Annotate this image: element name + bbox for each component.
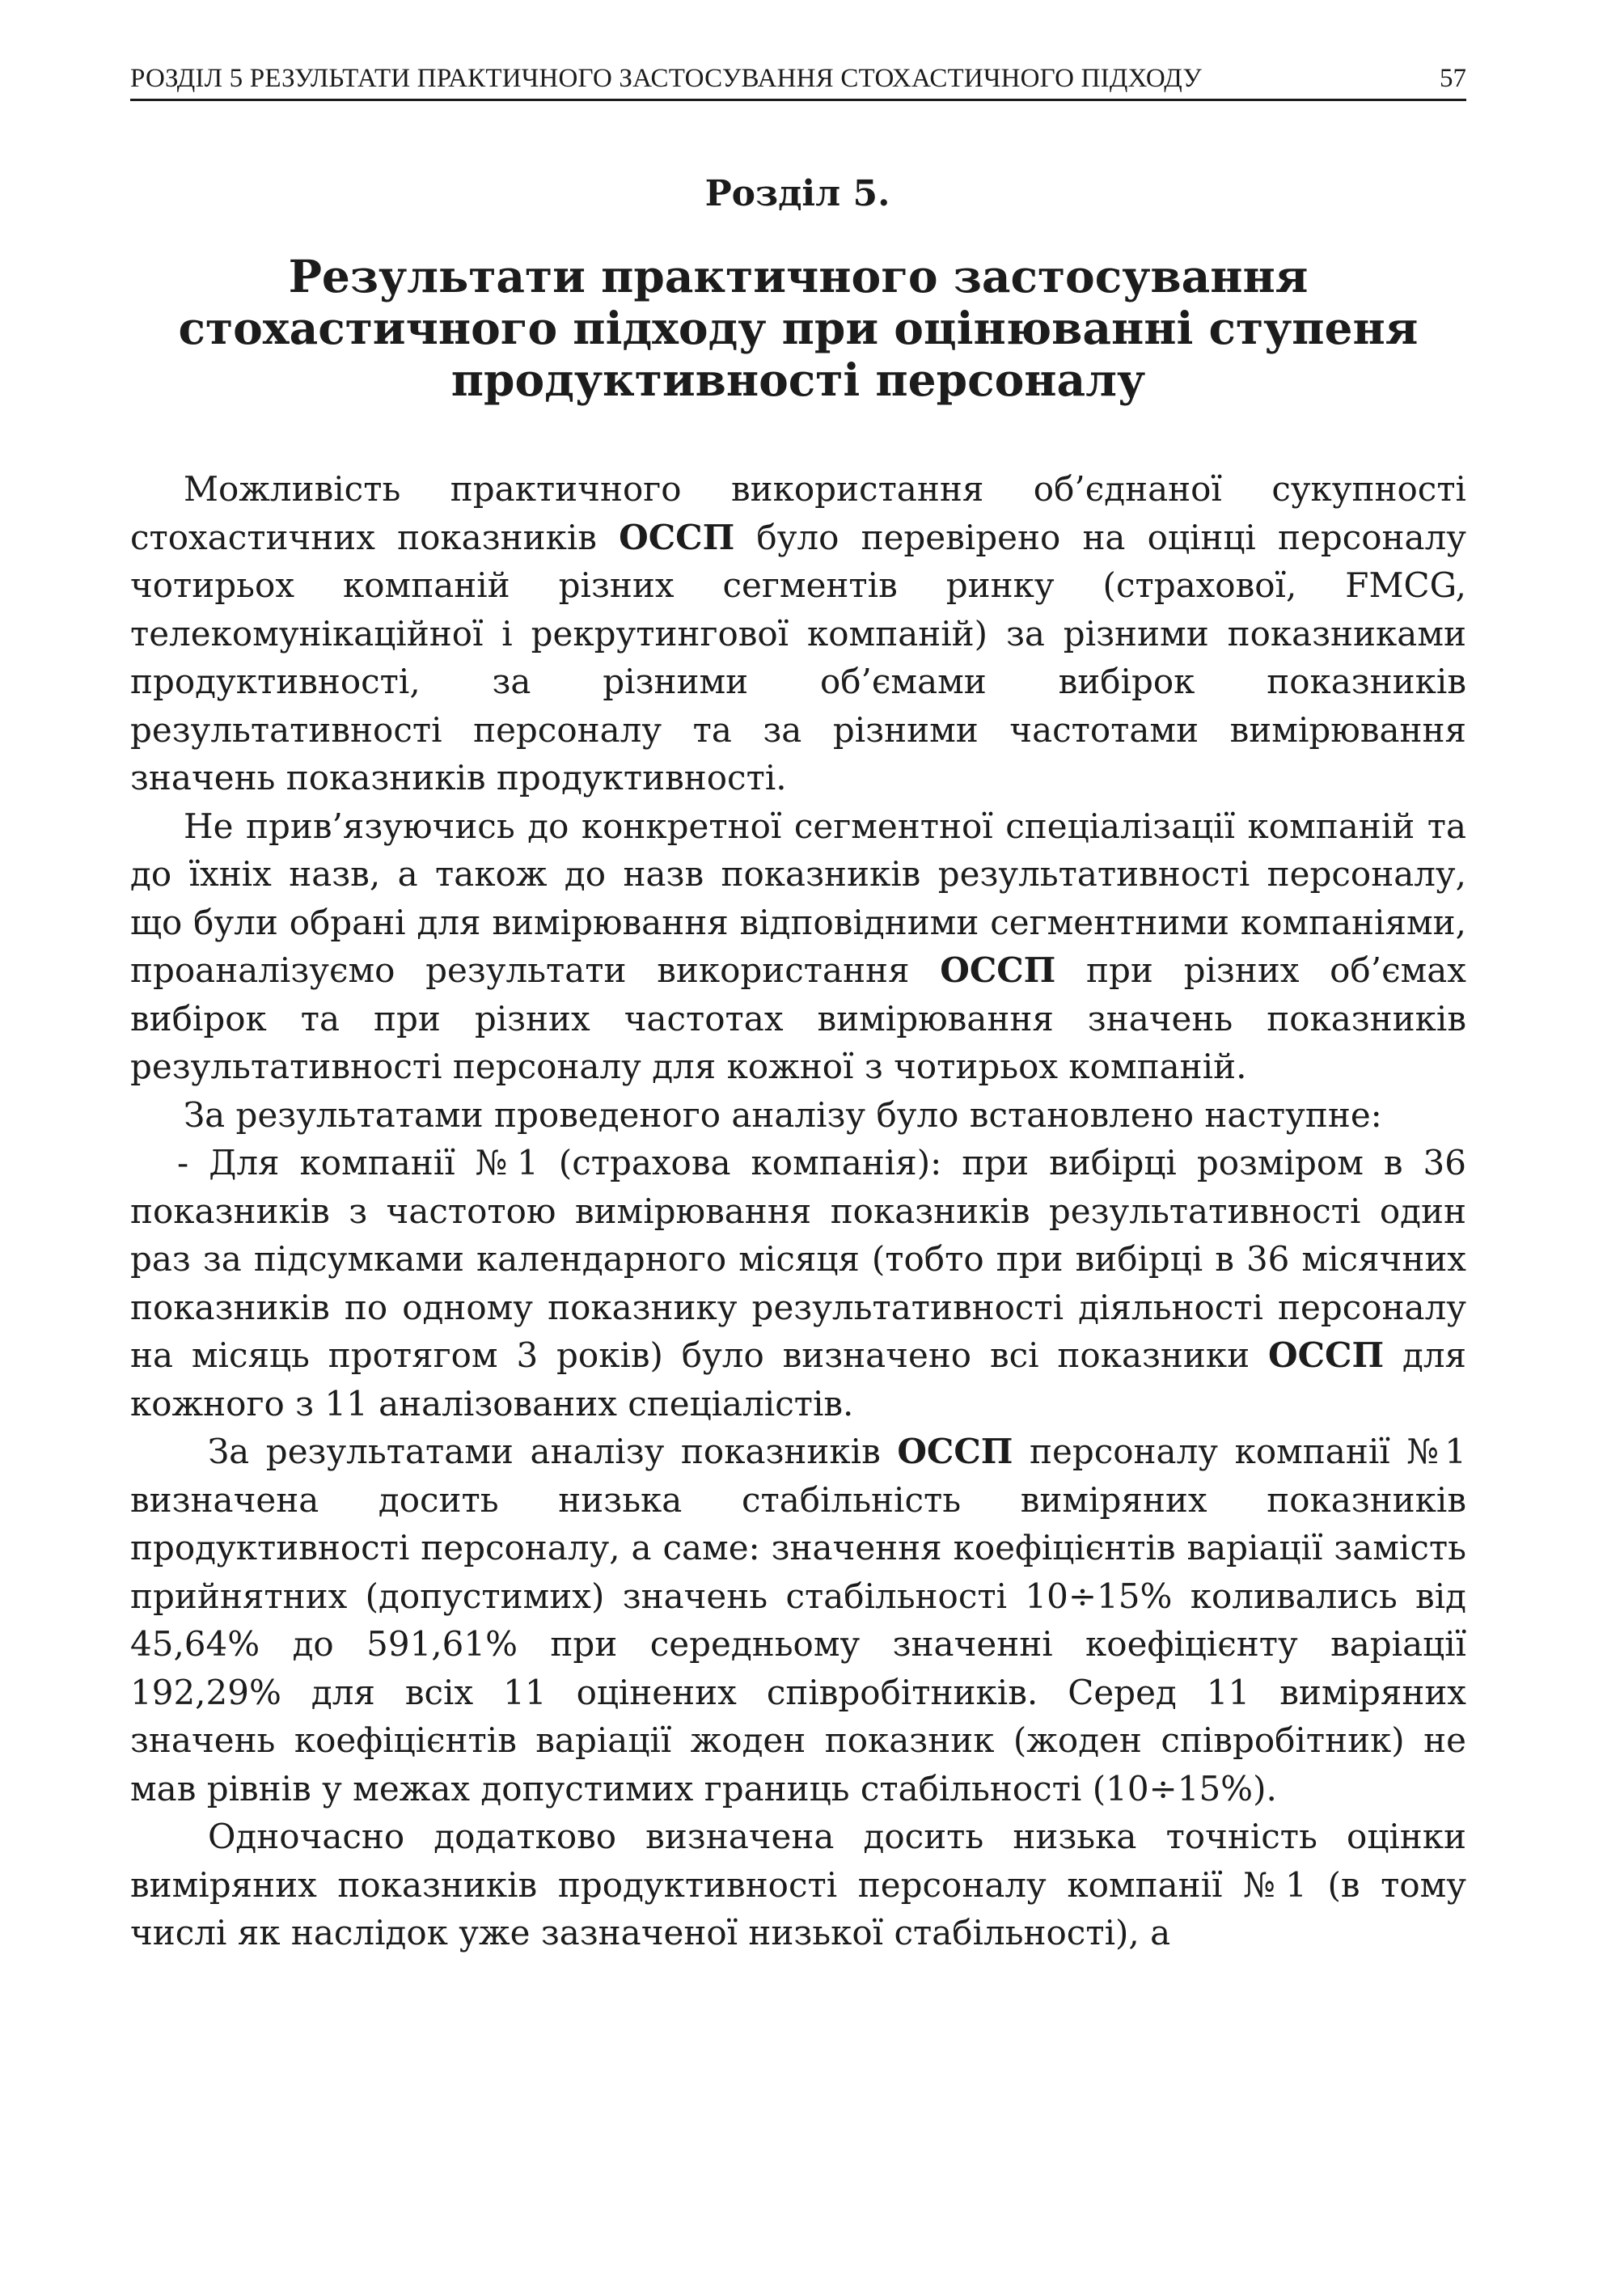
paragraph-1-text-b: було перевірено на оцінці персоналу чотирьох компаній різних сегментів ринку (страхової, FMCG, телекомунікаційної і рекрутингової компаній) за різними показниками продуктивності, за різними об’ємами вибірок показників результативності персоналу та за різними частотами вимірювання значень показників продуктивності. bbox=[130, 517, 1466, 797]
paragraph-6 bbox=[130, 1813, 1466, 1957]
paragraph-1-text-a: Можливість практичного використання об’єднаної сукупності стохастичних показників bbox=[130, 469, 1466, 557]
chapter-title-line-1: Результати практичного застосування bbox=[288, 250, 1309, 302]
paragraph-4-list-item bbox=[130, 1139, 1466, 1428]
paragraph-3 bbox=[130, 1091, 1466, 1140]
paragraph-4-text-a: - Для компанії №1 (страхова компанія): при вибірці розміром в 36 показників з частотою вимірювання показників результативності один раз за підсумками календарного місяця (тобто при вибірці в 36 місячних показників по одному показнику результативності діяльності персоналу на місяць протягом 3 років) було визначено всі показники bbox=[130, 1143, 1466, 1375]
chapter-label-text: Розділ 5. bbox=[704, 173, 890, 214]
abbreviation-ossp: ОССП bbox=[897, 1432, 1013, 1471]
paragraph-4-text-b: для кожного з 11 аналізованих спеціалістів. bbox=[130, 1335, 1467, 1424]
paragraph-2-text-a: Не прив’язуючись до конкретної сегментної спеціалізації компаній та до їхніх назв, а також до назв показників результативності персоналу, що були обрані для вимірювання відповідними сегментними компаніями, проаналізуємо результати використання bbox=[130, 806, 1466, 990]
paragraph-5 bbox=[130, 1428, 1466, 1813]
paragraph-5-text-b: персоналу компанії №1 визначена досить низька стабільність виміряних показників продуктивності персоналу, а саме: значення коефіцієнтів варіації замість прийнятних (допустимих) значень стабільності 10÷15% коливались від 45,64% до 591,61% при середньому значенні коефіцієнту варіації 192,29% для всіх 11 оцінених співробітників. Серед 11 виміряних значень коефіцієнтів варіації жоден показник (жоден співробітник) не мав рівнів у межах допустимих границь стабільності (10÷15%). bbox=[130, 1432, 1466, 1809]
paragraph-3-text: За результатами проведеного аналізу було встановлено наступне: bbox=[184, 1094, 1382, 1135]
abbreviation-ossp: ОССП bbox=[619, 517, 735, 557]
page-number: 57 bbox=[1440, 64, 1466, 93]
paragraph-5-text-a: За результатами аналізу показників bbox=[208, 1432, 898, 1471]
paragraph-2-text-b: при різних об’ємах вибірок та при різних частотах вимірювання значень показників результативності персоналу для кожної з чотирьох компаній. bbox=[130, 950, 1466, 1086]
abbreviation-ossp: ОССП bbox=[940, 950, 1056, 990]
body-text bbox=[130, 465, 1466, 1957]
running-header-title: РОЗДІЛ 5 РЕЗУЛЬТАТИ ПРАКТИЧНОГО ЗАСТОСУВАННЯ СТОХАСТИЧНОГО ПІДХОДУ bbox=[130, 64, 1202, 93]
chapter-title-line-3: продуктивності персоналу bbox=[450, 353, 1146, 406]
chapter-title-line-2: стохастичного підходу при оцінюванні ступеня bbox=[178, 302, 1419, 354]
paragraph-1 bbox=[130, 465, 1466, 802]
paragraph-2 bbox=[130, 802, 1466, 1091]
abbreviation-ossp: ОССП bbox=[1268, 1335, 1385, 1375]
paragraph-6-text: Одночасно додатково визначена досить низька точність оцінки виміряних показників продуктивності персоналу компанії №1 (в тому числі як наслідок уже зазначеної низької стабільності), а bbox=[130, 1817, 1466, 1952]
running-header bbox=[130, 58, 1466, 101]
chapter-title bbox=[130, 251, 1466, 406]
chapter-label bbox=[0, 170, 1624, 218]
